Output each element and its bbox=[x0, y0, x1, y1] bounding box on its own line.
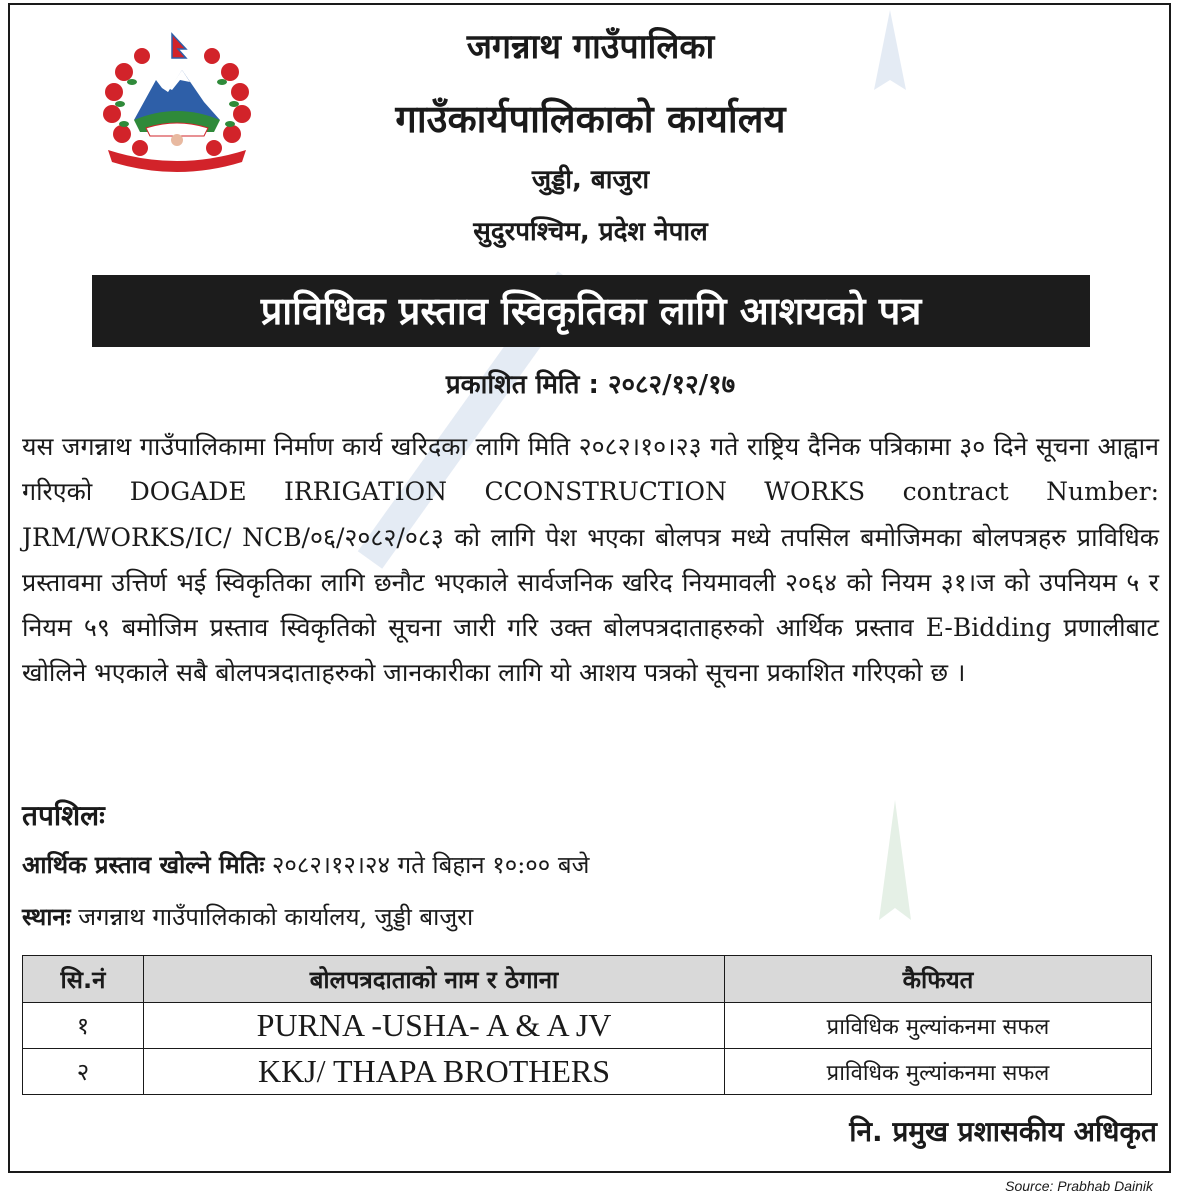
col-header-sn: सि.नं bbox=[23, 956, 144, 1003]
venue-value: जगन्नाथ गाउँपालिकाको कार्यालय, जुड्डी बाजुरा bbox=[70, 903, 474, 931]
table-row bbox=[23, 1003, 1152, 1049]
row-bidder-name: KKJ/ THAPA BROTHERS bbox=[144, 1049, 725, 1095]
published-date bbox=[0, 365, 1181, 401]
published-date-value: २०८२/१२/१७ bbox=[607, 370, 736, 400]
financial-opening-label: आर्थिक प्रस्ताव खोल्ने मितिः bbox=[22, 851, 265, 879]
col-header-bidder: बोलपत्रदाताको नाम र ठेगाना bbox=[144, 956, 725, 1003]
published-date-separator: : bbox=[579, 370, 608, 400]
notice-title: प्राविधिक प्रस्ताव स्विकृतिका लागि आशयको पत्र bbox=[92, 275, 1090, 347]
office-name: गाउँकार्यपालिकाको कार्यालय bbox=[395, 97, 786, 141]
col-header-remark: कैफियत bbox=[725, 956, 1152, 1003]
row-sn: १ bbox=[23, 1003, 144, 1049]
source-credit: Source: Prabhab Dainik bbox=[1005, 1178, 1153, 1194]
venue-label: स्थानः bbox=[22, 903, 71, 931]
table-header-row bbox=[23, 956, 1152, 1003]
row-sn: २ bbox=[23, 1049, 144, 1095]
row-remark: प्राविधिक मुल्यांकनमा सफल bbox=[725, 1003, 1152, 1049]
notice-body: यस जगन्नाथ गाउँपालिकामा निर्माण कार्य खरिदका लागि मिति २०८२।१०।२३ गते राष्ट्रिय दैनिक पत्रिकामा ३० दिने सूचना आह्वान गरिएको DOGADE IRRIGATION CCONSTRUCTION WORKS contract Number: JRM/WORKS/IC/ NCB/०६/२०८२/०८३ को लागि पेश भएका बोलपत्र मध्ये तपसिल बमोजिमका बोलपत्रहरु प्राविधिक प्रस्तावमा उत्तिर्ण भई स्विकृतिका लागि छनौट भएकाले सार्वजनिक खरिद नियमावली २०६४ को नियम ३१।ज को उपनियम ५ र नियम ५९ बमोजिम प्रस्ताव स्विकृतिको सूचना जारी गरि उक्त बोलपत्रदाताहरुको आर्थिक प्रस्ताव E-Bidding प्रणालीबाट खोलिने भएकाले सबै बोलपत्रदाताहरुको जानकारीका लागि यो आशय पत्रको सूचना प्रकाशित गरिएको छ । bbox=[22, 432, 1159, 688]
financial-opening-value: २०८२।१२।२४ गते बिहान १०:०० बजे bbox=[264, 851, 590, 879]
municipality-name: जगन्नाथ गाउँपालिका bbox=[466, 27, 715, 67]
row-bidder-name: PURNA -USHA- A & A JV bbox=[144, 1003, 725, 1049]
financial-opening-line bbox=[22, 848, 589, 881]
bidders-table bbox=[22, 955, 1152, 1095]
published-date-label: प्रकाशित मिति bbox=[445, 370, 580, 400]
details-heading: तपशिलः bbox=[22, 799, 105, 832]
row-remark: प्राविधिक मुल्यांकनमा सफल bbox=[725, 1049, 1152, 1095]
province-name: सुदुरपश्चिम, प्रदेश नेपाल bbox=[473, 217, 708, 247]
office-location: जुड्डी, बाजुरा bbox=[531, 165, 650, 195]
watermark-arrow-2 bbox=[875, 800, 915, 930]
venue-line bbox=[22, 900, 473, 933]
table-row bbox=[23, 1049, 1152, 1095]
signatory-title: नि. प्रमुख प्रशासकीय अधिकृत bbox=[849, 1115, 1157, 1148]
